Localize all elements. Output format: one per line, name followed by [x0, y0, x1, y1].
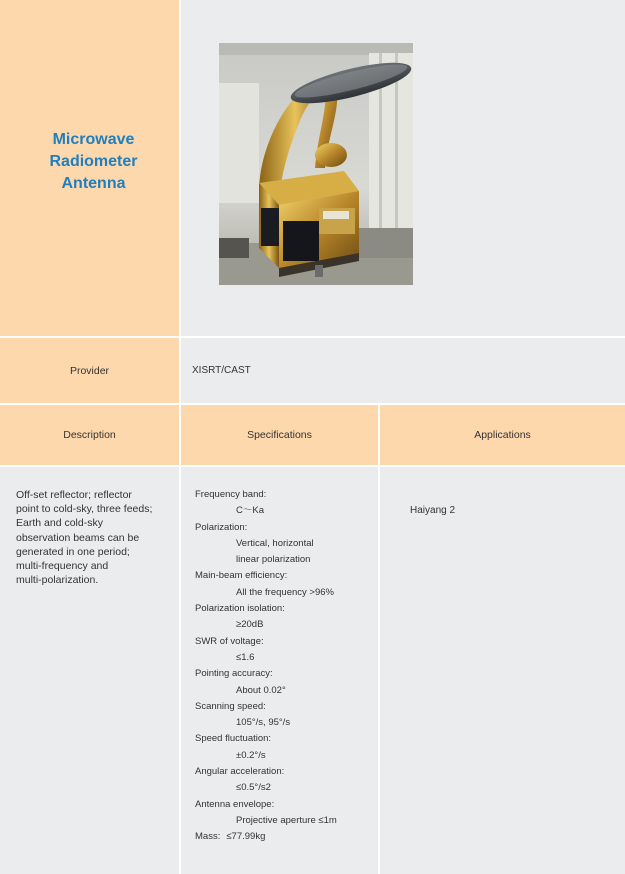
description-line: multi-frequency and [16, 560, 109, 573]
spec-name: Speed fluctuation: [195, 733, 272, 745]
title-line-3: Antenna [61, 174, 126, 192]
spec-name: Scanning speed: [195, 700, 266, 712]
spec-value: ≤1.6 [236, 651, 255, 663]
spec-name: Polarization: [195, 521, 248, 533]
spec-name: Angular acceleration: [195, 766, 285, 778]
specifications-list [195, 487, 375, 846]
applications-value: Haiyang 2 [410, 505, 456, 516]
description-text [16, 488, 171, 587]
spec-value: ≤77.99kg [226, 831, 266, 843]
antenna-photo [219, 43, 413, 285]
image-cell [181, 0, 625, 336]
spec-value: Vertical, horizontal [236, 537, 314, 549]
spec-name: Main-beam efficiency: [195, 570, 288, 582]
spec-value: linear polarization [236, 554, 311, 566]
applications-body [380, 467, 625, 874]
provider-label-cell [0, 338, 179, 403]
provider-value: XISRT/CAST [192, 365, 251, 376]
spec-value: C～Ka [236, 505, 264, 517]
applications-header [380, 405, 625, 465]
specifications-body [181, 467, 378, 874]
description-line: observation beams can be [16, 531, 140, 544]
spec-value: 105°/s, 95°/s [236, 717, 291, 729]
description-header [0, 405, 179, 465]
spec-mass-row [195, 829, 375, 845]
description-header-label: Description [63, 429, 116, 441]
description-line: generated in one period; [16, 545, 130, 558]
page-title [49, 129, 137, 195]
spec-value: ≤0.5°/s2 [236, 782, 271, 794]
spec-value: Projective aperture ≤1m [236, 814, 337, 826]
specifications-header-label: Specifications [247, 429, 312, 441]
spec-value: ≥20dB [236, 619, 264, 631]
spec-name: Mass: [195, 831, 221, 843]
description-line: Earth and cold-sky [16, 517, 103, 530]
spec-name: Pointing accuracy: [195, 668, 273, 680]
applications-header-label: Applications [474, 429, 531, 441]
title-line-2: Radiometer [49, 152, 138, 170]
spec-value: ±0.2°/s [236, 749, 266, 761]
description-body [0, 467, 179, 874]
specifications-header [181, 405, 378, 465]
provider-label: Provider [69, 364, 110, 377]
spec-value: All the frequency >96% [236, 586, 334, 598]
spec-name: Polarization isolation: [195, 603, 285, 615]
title-line-1: Microwave [52, 130, 135, 148]
description-line: Off-set reflector; reflector [16, 489, 132, 501]
description-line: point to cold-sky, three feeds; [16, 503, 153, 516]
spec-name: SWR of voltage: [195, 635, 264, 647]
description-line: multi-polarization. [16, 574, 99, 587]
spec-value: About 0.02° [236, 684, 286, 696]
spec-name: Frequency band: [195, 489, 267, 500]
provider-value-cell [181, 338, 625, 403]
spec-name: Antenna envelope: [195, 798, 275, 810]
title-cell [0, 0, 179, 336]
